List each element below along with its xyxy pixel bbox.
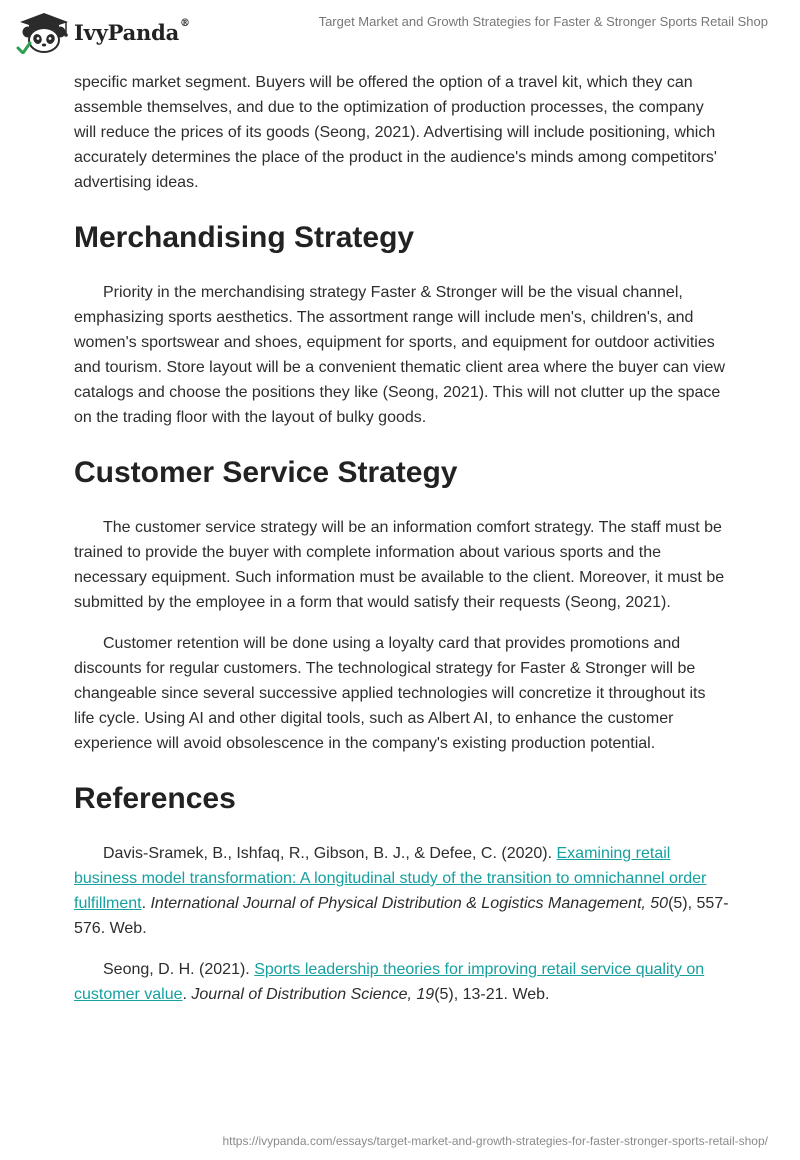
reference-link[interactable]: Examining retail business model transformation: A longitudinal study of the transition to omnichannel order fulfillment [74,845,707,912]
logo-text: IvyPanda [74,19,180,45]
reference-authors: Davis-Sramek, B., Ishfaq, R., Gibson, B. J., & Defee, C. (2020). [103,845,557,862]
reference-item [74,841,730,941]
registered-mark: ® [180,17,190,29]
intro-paragraph: specific market segment. Buyers will be offered the option of a travel kit, which they can assemble themselves, and due to the optimization of production processes, the company will reduce the prices of its goods (Seong, 2021). Advertising will include positioning, which accurately determines the place of the product in the audience's minds among competitors' advertising ideas. [74,74,717,191]
ivypanda-logo[interactable] [14,10,190,54]
customer-service-paragraph: The customer service strategy will be an information comfort strategy. The staff must be trained to provide the buyer with complete information about various sports and the necessary equipment. Such information must be available to the client. Moreover, it must be submitted by the employee in a form that would satisfy their requests (Seong, 2021). [74,519,725,611]
customer-retention-paragraph: Customer retention will be done using a loyalty card that provides promotions and discounts for regular customers. The technological strategy for Faster & Stronger will be changeable since several successive applied technologies will concretize it throughout its life cycle. Using AI and other digital tools, such as Albert AI, to enhance the customer experience will avoid obsolescence in the company's existing production potential. [74,635,706,752]
essay-body [74,70,730,1007]
merchandising-paragraph: Priority in the merchandising strategy Faster & Stronger will be the visual channel, emphasizing sports aesthetics. The assortment range will include men's, children's, and women's sportswear and shoes, equipment for sports, and equipment for outdoor activities and tourism. Store layout will be a convenient thematic client area where the buyer can view catalogs and choose the positions they like (Seong, 2021). This will not clutter up the space on the trading floor with the layout of bulky goods. [74,284,726,426]
reference-punct: . [141,895,151,912]
reference-pages: (5), 13-21. Web. [434,986,550,1003]
reference-volume: 19 [416,986,435,1003]
panda-graduate-icon [14,10,72,54]
reference-link[interactable]: Sports leadership theories for improving retail service quality on customer value [74,961,705,1003]
reference-pages: (5), 557-576. Web. [74,895,729,937]
logo-wordmark [74,17,190,45]
reference-authors: Seong, D. H. (2021). [103,961,255,978]
merchandising-heading: Merchandising Strategy [74,221,415,254]
document-title: Target Market and Growth Strategies for Faster & Stronger Sports Retail Shop [318,14,768,29]
reference-journal: International Journal of Physical Distribution & Logistics Management, [150,895,651,912]
page-header [0,0,800,64]
reference-item [74,957,730,1007]
reference-punct: . [182,986,192,1003]
customer-service-heading: Customer Service Strategy [74,456,458,489]
reference-volume: 50 [650,895,669,912]
reference-journal: Journal of Distribution Science, [191,986,417,1003]
references-heading: References [74,782,236,815]
source-url[interactable]: https://ivypanda.com/essays/target-market-and-growth-strategies-for-faster-stronger-sports-retail-shop/ [222,1134,768,1148]
